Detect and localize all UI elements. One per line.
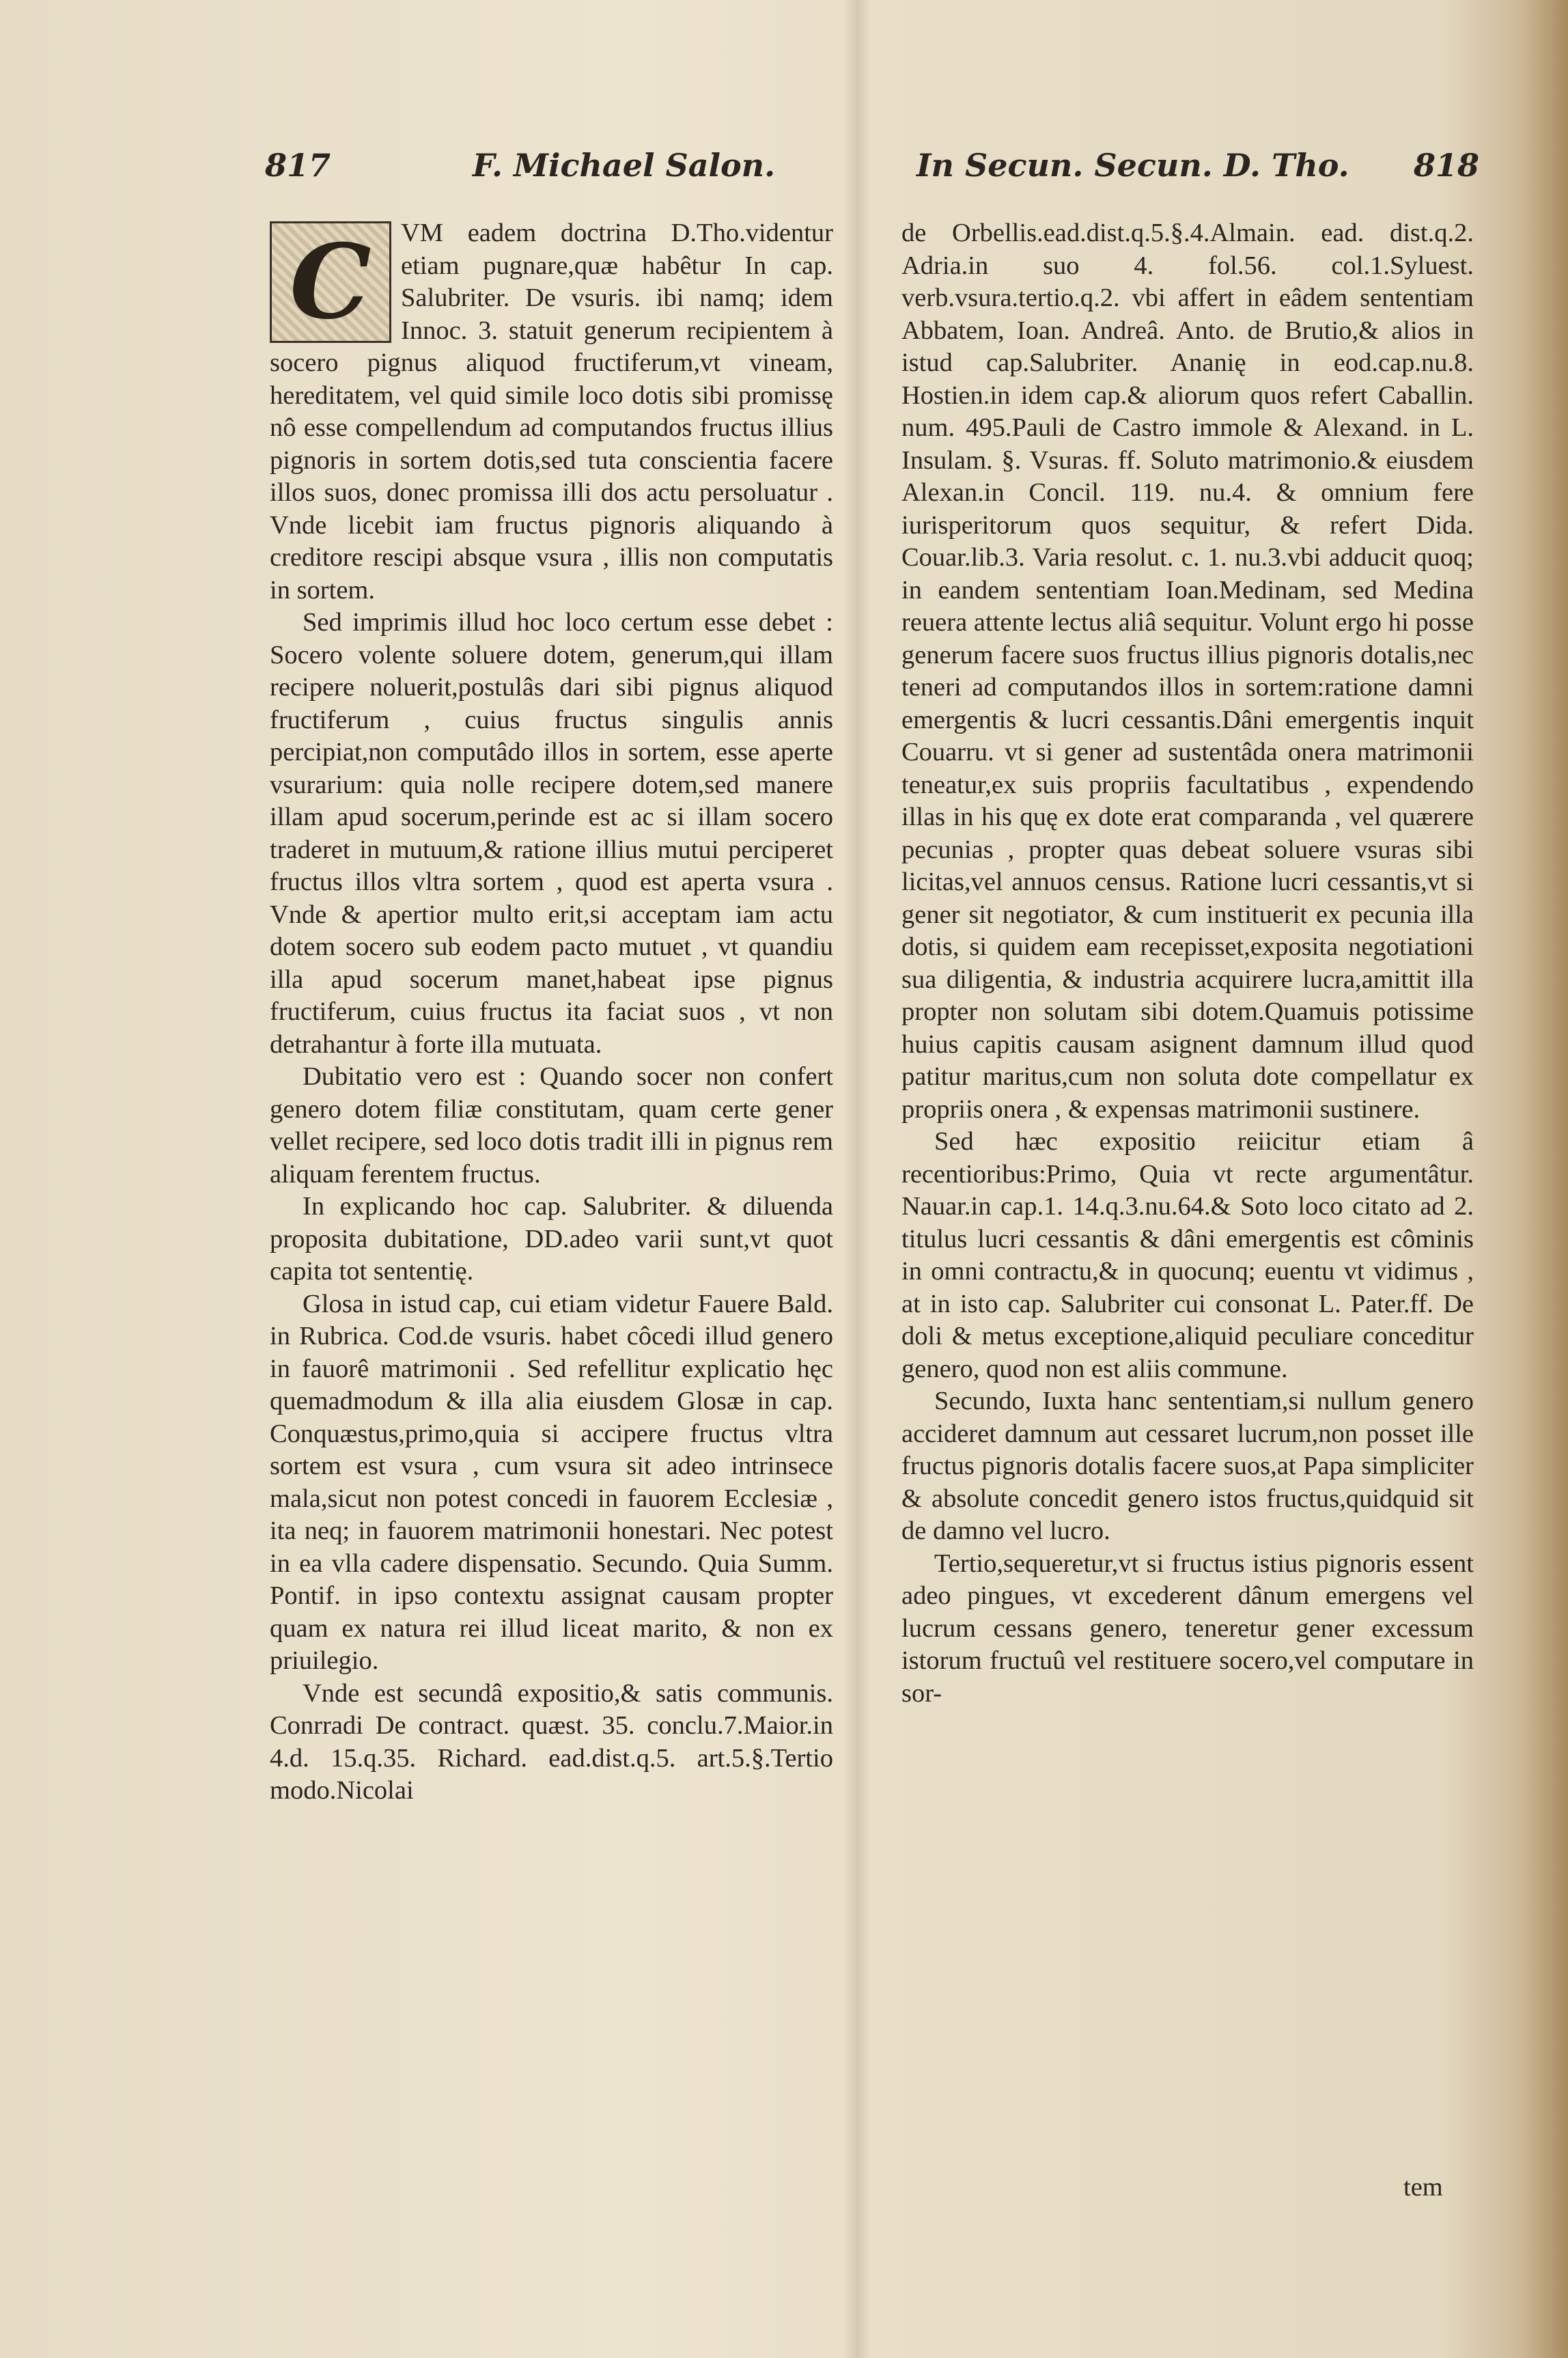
paragraph: Secundo, Iuxta hanc sententiam,si nullum genero accideret damnum aut cessaret lucrum,non posset ille fructus pignoris dotalis facere suos,at Papa simpliciter & absolute concedit genero istos fructus,quidquid sit de damno vel lucro. [901,1387,1474,1545]
left-page-number: 817 [265,147,331,184]
paragraph: Glosa in istud cap, cui etiam videtur Fauere Bald. in Rubrica. Cod.de vsuris. habet côcedi illud genero in fauorê matrimonii . Sed refellitur explicatio hęc quemadmodum & illa alia eiusdem Glosæ in cap. Conquæstus,primo,quia si accipere fructus vltra sortem est vsura , cum vsura sit adeo intrinsece mala,sicut non potest concedi in fauorem Ecclesiæ , ita neq; in fauorem matrimonii honestari. Nec potest in ea vlla cadere dispensatio. Secundo. Quia Summ. Pontif. in ipso contextu assignat causam propter quam ex natura rei illud liceat marito, & non ex priuilegio. [270,1289,833,1675]
paragraph: Sed imprimis illud hoc loco certum esse debet : Socero volente soluere dotem, generum,qui illam recipere noluerit,postulâs dari sibi pignus aliquod fructiferum , cuius fructus singulis annis percipiat,non computâdo illos in sortem, esse aperte vsurarium: quia nolle recipere dotem,sed manere illam apud socerum,perinde est ac si illam socero traderet in mutuum,& ratione illius mutui perciperet fructus illos vltra sortem , quod est aperta vsura . Vnde & apertior multo erit,si acceptam iam actu dotem socero sub eodem pacto mutuet , vt quandiu illa apud socerum manet,habeat ipse pignus fructiferum, cuius fructus ita faciat suos , vt non detrahantur à forte illa mutuata. [270,608,833,1059]
left-text-column [270,217,833,1807]
right-running-title: In Secun. Secun. D. Tho. [916,147,1349,184]
decorated-initial: C [270,221,391,343]
paragraph: Sed hæc expositio reiicitur etiam â recentioribus:Primo, Quia vt recte argumentâtur. Nauar.in cap.1. 14.q.3.nu.64.& Soto loco citato ad 2. titulus lucri cessantis & dâni emergentis est côminis in omni contractu,& in quocunq; euentu vt vidimus , at in isto cap. Salubriter cui consonat L. Pater.ff. De doli & metus exceptione,aliquid peculiare conceditur genero, quod non est aliis commune. [901,1127,1474,1383]
paragraph: Tertio,sequeretur,vt si fructus istius pignoris essent adeo pingues, vt excederent dânum emergens vel lucrum cessans genero, teneretur gener excessum istorum fructuû vel restituere socero,vel computare in sor- [901,1549,1474,1708]
paragraph: Dubitatio vero est : Quando socer non confert genero dotem filiæ constitutam, quam certe gener vellet recipere, sed loco dotis tradit illi in pignus rem aliquam ferentem fructus. [270,1062,833,1189]
right-page-number: 818 [1414,147,1480,184]
page-gutter [843,0,871,2358]
catchword: tem [1403,2173,1443,2202]
paragraph: In explicando hoc cap. Salubriter. & diluenda proposita dubitatione, DD.adeo varii sunt,vt quot capita tot sententię. [270,1192,833,1286]
left-running-title: F. Michael Salon. [473,147,776,184]
paragraph: VM eadem doctrina D.Tho.videntur etiam pugnare,quæ habêtur In cap. Salubriter. De vsuris. ibi namq; idem Innoc. 3. statuit generum recipientem à socero pignus aliquod fructiferum,vt vineam, hereditatem, vel quid simile loco dotis sibi promissę nô esse compellendum ad computandos fructus illius pignoris in sortem dotis,sed tuta conscientia facere illos suos, donec promissa illi dos actu persoluatur . Vnde licebit iam fructus pignoris aliquando à creditore rescipi absque vsura , illis non computatis in sortem. [270,219,833,605]
paragraph: Vnde est secundâ expositio,& satis communis. Conrradi De contract. quæst. 35. conclu.7.Maior.in 4.d. 15.q.35. Richard. ead.dist.q.5. art.5.§.Tertio modo.Nicolai [270,1678,833,1805]
right-text-column [901,217,1474,1710]
paragraph: de Orbellis.ead.dist.q.5.§.4.Almain. ead. dist.q.2. Adria.in suo 4. fol.56. col.1.Syluest. verb.vsura.tertio.q.2. vbi affert in eâdem sententiam Abbatem, Ioan. Andreâ. Anto. de Brutio,& alios in istud cap.Salubriter. Ananię in eod.cap.nu.8. Hostien.in idem cap.& aliorum quos refert Caballin. num. 495.Pauli de Castro immole & Alexand. in L. Insulam. §. Vsuras. ff. Soluto matrimonio.& eiusdem Alexan.in Concil. 119. nu.4. & omnium fere iurisperitorum quos sequitur, & refert Dida. Couar.lib.3. Varia resolut. c. 1. nu.3.vbi adducit quoq; in eandem sententiam Ioan.Medinam, sed Medina reuera attente lectus aliâ sequitur. Volunt ergo hi posse generum facere suos fructus illius pignoris dotalis,nec teneri ad computandos illos in sortem:ratione damni emergentis & lucri cessantis.Dâni emergentis inquit Couarru. vt si gener ad sustentâda onera matrimonii teneatur,ex suis propriis facultatibus , expendendo illas in his quę ex dote erat comparanda , vel quærere pecunias , propter quas debeat soluere vsuras sibi licitas,vel annuos census. Ratione lucri cessantis,vt si gener sit negotiator, & cum instituerit ex pecunia illa dotis, si quidem eam recepisset,exposita negotiationi sua diligentia, & industria acquirere lucra,amittit illa propter non solutam sibi dotem.Quamuis potissime huius capitis causam asignent damnum illud quod patitur maritus,cum non soluta dote compellatur ex propriis onera , & expensas matrimonii sustinere. [901,219,1474,1124]
